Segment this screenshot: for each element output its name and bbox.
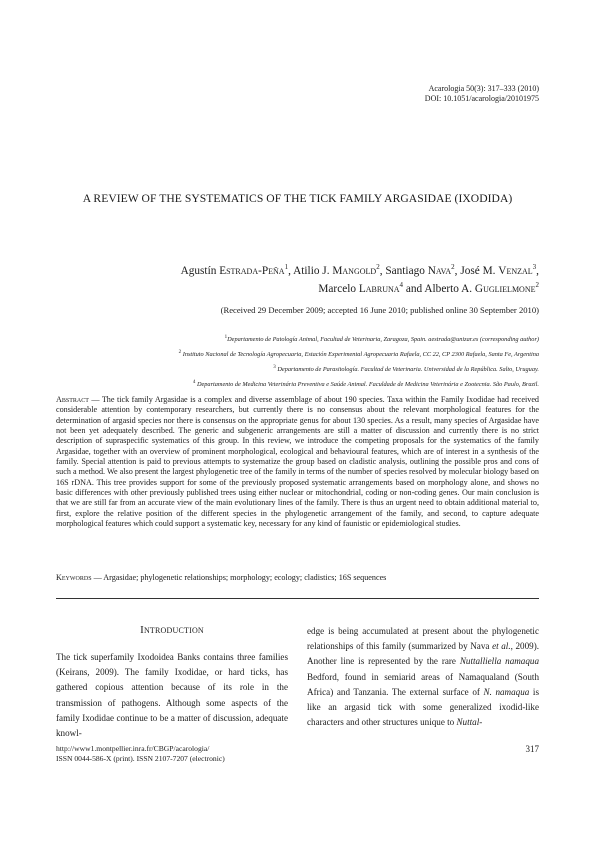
keywords-label: Keywords bbox=[56, 573, 92, 582]
section-heading-introduction: Introduction bbox=[140, 624, 204, 636]
body-text-right-column: edge is being accumulated at present about the phylogenetic relationships of this family (summarized by Nava et al., 2009). Another line is represented by the rare Nuttalliella namaqua Bedford, found in semiarid areas of Namaqualand (South Africa) and Tanzania. The external surface of N. namaqua is like an argasid tick with some generalized ixodid-like characters and other structures unique to Nuttal- bbox=[307, 626, 539, 728]
affiliation: $^1$Departamento de Patología Animal, Facultad de Veterinaria, Zaragoza, Spain. aestrada@unizar.es (corresponding author) bbox=[224, 334, 539, 343]
journal-citation: Acarologia 50(3): 317–333 (2010) bbox=[428, 84, 539, 93]
received-dates: (Received 29 December 2009; accepted 16 June 2010; published online 30 September 2010) bbox=[220, 305, 539, 315]
affiliation: $^2$ Instituto Nacional de Tecnología Agropecuaria, Estación Experimental Agropecuaria Rafaela, CC 22, CP 2300 Rafaela, Santa Fe, Argentina bbox=[178, 349, 539, 358]
abstract: Abstract — The tick family Argasidae is a complex and diverse assemblage of about 190 species. Taxa within the Family Ixodidae had received considerable attention by contemporary researchers, but currently there is no consensus about the relevant morphological features for the determination of argasid species nor there is consensus on the appropriate genus for about 130 species. As a result, many species of Argasidae have not been yet adequately described. The generic and subgeneric arrangements are still a matter of discussion and currently there is no strict description of supraspecific systematics of this group. In this review, we introduce the competing proposals for the systematics of the family Argasidae, together with an overview of prominent morphological, ecological and behavioural features, which are of interest in a synthesis of the family. Special attention is paid to previous attempts to systematize the group based on cladistic analysis, outlining the possible pros and cons of such a method. We also present the largest phylogenetic tree of the family in terms of the number of species resolved by molecular biology based on 16S rDNA. This tree provides support for some of the previously proposed systematic arrangements based on morphology alone, and shows no basic differences with other previously published trees using either nuclear or mitochondrial, coding or non-coding genes. Our main conclusion is that we are still far from an accurate view of the main evolutionary lines of the family. There is thus an urgent need to obtain additional material to, first, explore the relative position of the different species in the phylogenetic arrangement of the family, and second, to capture adequate morphological features which could support a systematic key, necessary for any kind of faunistic or epidemiological studies. bbox=[56, 395, 539, 529]
section-divider bbox=[56, 598, 539, 599]
author-name: Agustín Estrada-Peña$^1$ bbox=[180, 263, 289, 277]
abstract-text: The tick family Argasidae is a complex and diverse assemblage of about 190 species. Taxa within the Family Ixodidae had received considerable attention by contemporary researchers, but currently there is no consensus about the relevant morphological features for the determination of argasid species nor there is consensus on the appropriate genus for about 130 species. As a result, many species of Argasidae have not been yet adequately described. The generic and subgeneric arrangements are still a matter of discussion and currently there is no strict description of supraspecific systematics of this group. In this review, we introduce the competing proposals for the systematics of the family Argasidae, together with an overview of prominent morphological, ecological and behavioural features, which are of interest in a synthesis of the family. Special attention is paid to previous attempts to systematize the group based on cladistic analysis, outlining the possible pros and cons of such a method. We also present the largest phylogenetic tree of the family in terms of the number of species resolved by molecular biology based on 16S rDNA. This tree provides support for some of the previously proposed systematic arrangements based on morphology alone, and shows no basic differences with other previously published trees using either nuclear or mitochondrial, coding or non-coding genes. Our main conclusion is that we are still far from an accurate view of the main evolutionary lines of the family. There is thus an urgent need to obtain additional material to, first, explore the relative position of the different species in the phylogenetic arrangement of the family, and second, to capture adequate morphological features which could support a systematic key, necessary for any kind of faunistic or epidemiological studies. bbox=[56, 395, 539, 529]
author-name: Santiago Nava$^2$ bbox=[385, 263, 455, 277]
body-text-left-column: The tick superfamily Ixodoidea Banks contains three families (Keirans, 2009). The family Ixodidae, or hard ticks, has gathered copious attention because of its role in the transmission of pathogens. Although some aspects of the family Ixodidae continue to be a matter of discussion, adequate knowl- bbox=[56, 652, 288, 739]
author-name: Alberto A. Guglielmone$^2$ bbox=[424, 281, 539, 295]
affiliations bbox=[0, 332, 539, 392]
abstract-label: Abstract bbox=[56, 395, 89, 404]
author-list: Agustín Estrada-Peña$^1$, Atilio J. Mangold$^2$, Santiago Nava$^2$, José M. Venzal$^3$, Marcelo Labruna$^4$ and Alberto A. Guglielmone$^2$ bbox=[180, 263, 539, 295]
article-title: A REVIEW OF THE SYSTEMATICS OF THE TICK FAMILY ARGASIDAE (IXODIDA) bbox=[82, 192, 513, 205]
author-name: Atilio J. Mangold$^2$ bbox=[293, 263, 380, 277]
affiliation: $^4$ Departamento de Medicina Veterinária Preventiva e Saúde Animal. Faculdade de Medicina Veterinária e Zootecnia. São Paulo, Brazil. bbox=[192, 379, 539, 388]
journal-url[interactable]: http://www1.montpellier.inra.fr/CBGP/acarologia/ bbox=[56, 744, 210, 753]
footer-info bbox=[56, 744, 225, 763]
author-name: Marcelo Labruna$^4$ bbox=[318, 281, 404, 295]
affiliation: $^3$ Departamento de Parasitología. Facultad de Veterinaria. Universidad de la República. Salto, Uruguay. bbox=[273, 364, 539, 373]
author-name: José M. Venzal$^3$ bbox=[460, 263, 537, 277]
doi: DOI: 10.1051/acarologia/20101975 bbox=[424, 94, 539, 103]
issn: ISSN 0044-586-X (print). ISSN 2107-7207 (electronic) bbox=[56, 753, 225, 763]
journal-citation-block bbox=[425, 84, 539, 104]
keywords-text: Argasidae; phylogenetic relationships; morphology; ecology; cladistics; 16S sequences bbox=[103, 573, 387, 582]
keywords: Keywords — Argasidae; phylogenetic relationships; morphology; ecology; cladistics; 16S sequences bbox=[56, 573, 387, 582]
page-number: 317 bbox=[525, 744, 539, 754]
